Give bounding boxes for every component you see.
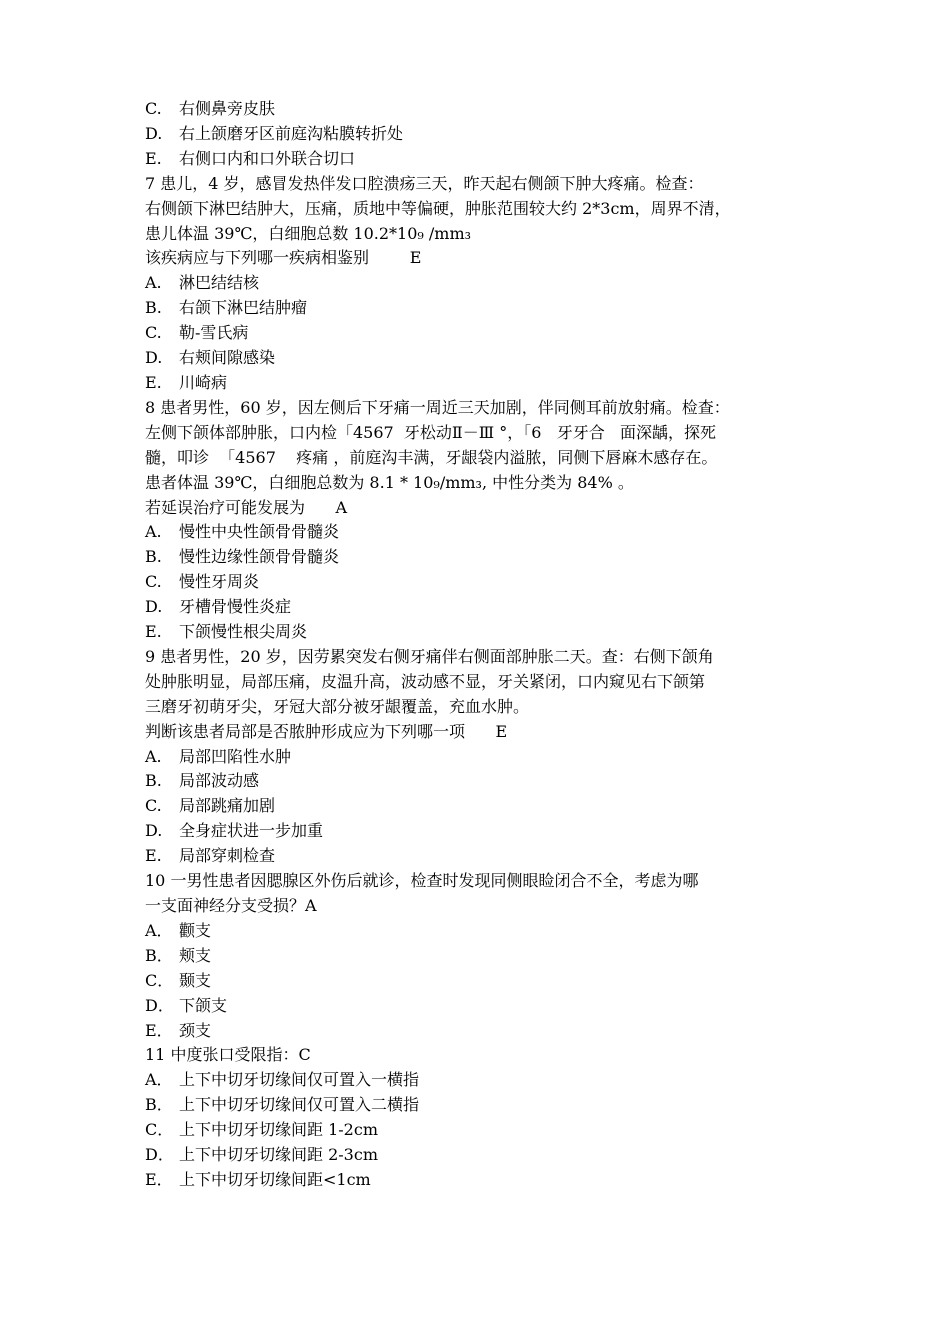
question-stem-line: 三磨牙初萌牙尖，牙冠大部分被牙龈覆盖，充血水肿。	[145, 696, 530, 716]
question-stem-line: 7 患儿，4 岁，感冒发热伴发口腔溃疡三天，昨天起右侧颌下肿大疼痛。检查：	[145, 173, 704, 193]
question-stem-line: 10 一男性患者因腮腺区外伤后就诊，检查时发现同侧眼睑闭合不全，考虑为哪	[145, 871, 699, 891]
option-c: C. 勒-雪氏病	[145, 323, 249, 343]
answer-key: A	[335, 497, 348, 517]
option-a: A. 慢性中央性颌骨骨髓炎	[145, 522, 340, 542]
question-7	[145, 172, 825, 396]
question-stem-line: 一支面神经分支受损？A	[145, 896, 317, 915]
option-d: D. 右上颌磨牙区前庭沟粘膜转折处	[145, 123, 404, 143]
question-11	[145, 1043, 825, 1192]
question-stem-line: 11 中度张口受限指：C	[145, 1045, 311, 1065]
answer-key: E	[409, 248, 422, 268]
option-a: A． 颧支	[145, 920, 212, 940]
question-9	[145, 645, 825, 869]
option-b: B． 上下中切牙切缘间仅可置入二横指	[145, 1095, 420, 1115]
option-c: C． 颞支	[145, 970, 212, 990]
question-stem-line: 右侧颌下淋巴结肿大，压痛，质地中等偏硬，肿胀范围较大约 2*3cm，周界不清，	[145, 198, 731, 218]
option-d: D. 右颊间隙感染	[145, 348, 276, 368]
option-c: C. 右侧鼻旁皮肤	[145, 99, 276, 118]
option-a: A. 局部凹陷性水肿	[145, 746, 292, 766]
option-e: E. 下颌慢性根尖周炎	[145, 622, 308, 642]
option-b: B. 慢性边缘性颌骨骨髓炎	[145, 547, 340, 567]
question-prompt: 若延误治疗可能发展为 A	[145, 497, 348, 517]
option-b: B． 颊支	[145, 945, 212, 965]
answer-key: E	[495, 721, 508, 741]
option-a: A． 上下中切牙切缘间仅可置入一横指	[145, 1070, 420, 1090]
question-stem-line: 8 患者男性，60 岁，因左侧后下牙痛一周近三天加剧，伴同侧耳前放射痛。检查：	[145, 397, 730, 417]
question-stem-line: 患儿体温 39℃，白细胞总数 10.2*10₉ /mm₃	[145, 223, 472, 243]
question-10	[145, 869, 825, 1043]
question-stem-line: 患者体温 39℃，白细胞总数为 8.1 * 10₉/mm₃, 中性分类为 84% 。	[145, 472, 634, 492]
option-d: D． 上下中切牙切缘间距 2-3cm	[145, 1145, 378, 1165]
question-6-options	[145, 97, 825, 172]
question-8	[145, 396, 825, 645]
option-e: E. 右侧口内和口外联合切口	[145, 148, 356, 168]
option-d: D. 全身症状进一步加重	[145, 821, 324, 841]
document-body	[145, 97, 825, 1193]
option-a: A. 淋巴结结核	[145, 273, 260, 293]
option-d: D. 牙槽骨慢性炎症	[145, 597, 292, 617]
option-b: B. 右颌下淋巴结肿瘤	[145, 298, 308, 318]
option-c: C. 局部跳痛加剧	[145, 796, 276, 816]
question-stem-line: 左侧下颌体部肿胀，口内检「4567 牙松动Ⅱ－Ⅲ °，「6 牙牙合 面深龋，探死	[145, 422, 716, 442]
option-e: E． 颈支	[145, 1020, 212, 1040]
option-e: E. 局部穿刺检查	[145, 846, 276, 866]
question-prompt: 该疾病应与下列哪一疾病相鉴别 E	[145, 248, 422, 268]
option-e: E． 上下中切牙切缘间距<1cm	[145, 1169, 371, 1189]
option-c: C． 上下中切牙切缘间距 1-2cm	[145, 1120, 378, 1140]
option-d: D． 下颌支	[145, 995, 228, 1015]
question-stem-line: 处肿胀明显，局部压痛，皮温升高，波动感不显，牙关紧闭，口内窥见右下颌第	[145, 671, 706, 691]
option-b: B. 局部波动感	[145, 771, 260, 791]
question-prompt: 判断该患者局部是否脓肿形成应为下列哪一项 E	[145, 721, 508, 741]
question-stem-line: 9 患者男性，20 岁，因劳累突发右侧牙痛伴右侧面部肿胀二天。查：右侧下颌角	[145, 646, 714, 666]
option-c: C. 慢性牙周炎	[145, 572, 260, 592]
question-stem-line: 髓，叩诊 「4567 疼痛 ，前庭沟丰满，牙龈袋内溢脓，同侧下唇麻木感存在。	[145, 447, 718, 467]
option-e: E. 川崎病	[145, 372, 228, 392]
